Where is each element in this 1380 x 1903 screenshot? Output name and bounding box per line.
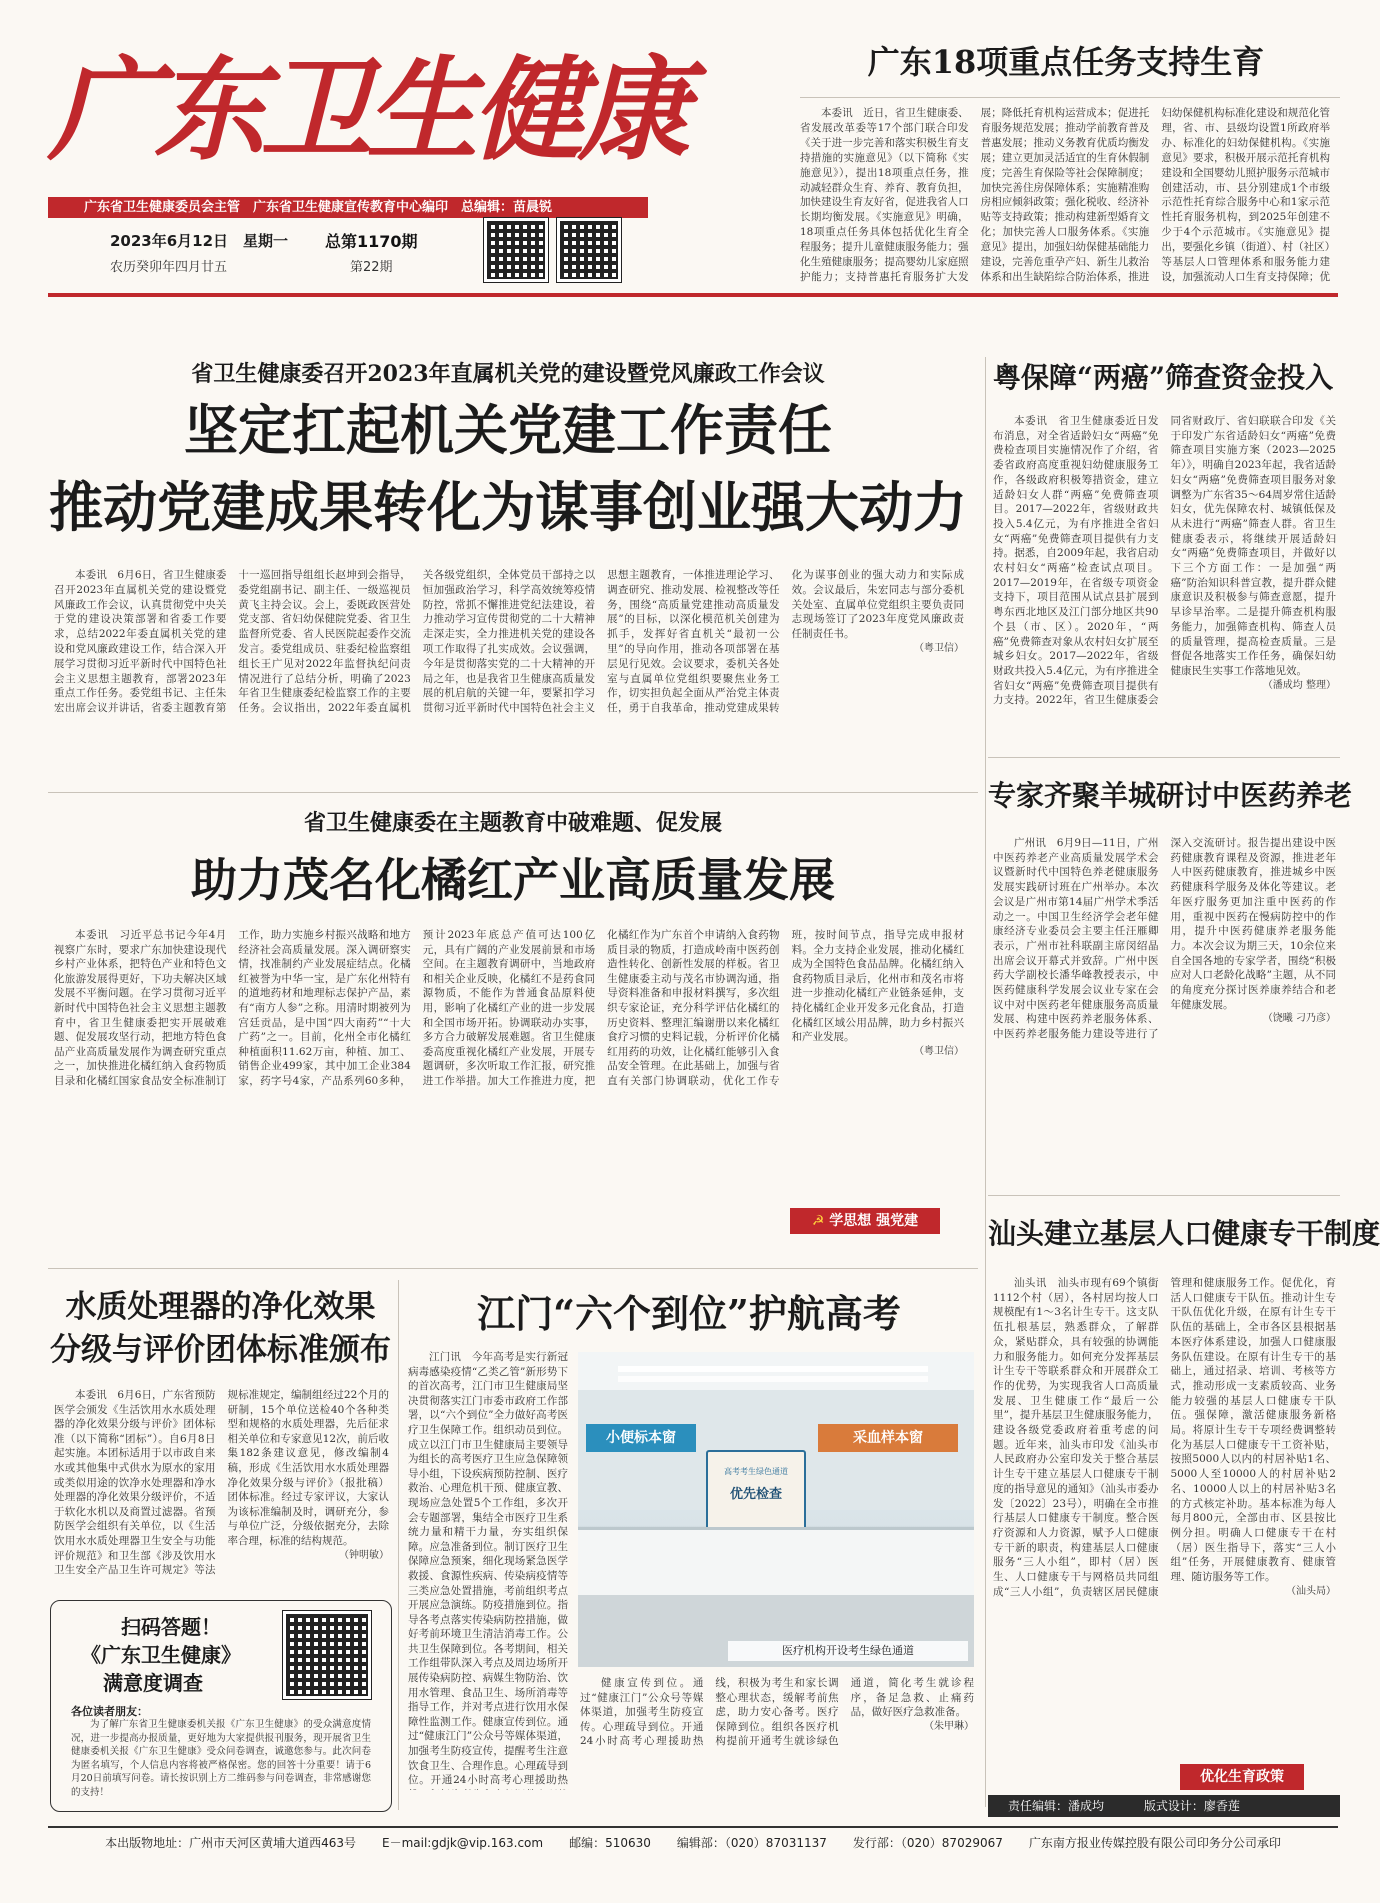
footer-address: 本出版物地址：广州市天河区黄埔大道西463号	[105, 1836, 357, 1850]
top-right-body	[800, 106, 1330, 286]
jiangmen-photo	[578, 1352, 974, 1667]
photo-standee-text-2: 优先检查	[729, 1487, 782, 1502]
right1-body	[993, 414, 1336, 744]
survey-title-2: 《广东卫生健康》	[81, 1643, 241, 1667]
divider	[48, 1268, 978, 1269]
footer-dist-phone: 发行部：（020）87029067	[852, 1836, 1003, 1850]
masthead-rule	[48, 293, 1338, 297]
lead-headline-1: 坚定扛起机关党建工作责任	[184, 398, 832, 462]
photo-sign-window-1: 小便标本窗	[586, 1424, 696, 1452]
top-right-title: 广东18项重点任务支持生育	[867, 43, 1265, 81]
jiangmen-title: 江门“六个到位”护航高考	[477, 1291, 901, 1336]
jiangmen-body-left	[408, 1350, 568, 1790]
lead-byline: （粤卫信）	[913, 642, 964, 654]
right2-title: 专家齐聚羊城研讨中医药养老	[988, 779, 1353, 812]
photo-counter	[578, 1527, 974, 1598]
column-divider	[985, 357, 986, 1807]
footer-printer: 广东南方报业传媒控股有限公司印务分公司承印	[1028, 1836, 1281, 1850]
survey-body: 为了解广东省卫生健康委机关报《广东卫生健康》的受众满意度情况，进一步提高办报质量，更好地为大家提供报刊服务，现开展省卫生健康委机关报《广东卫生健康》受众问卷调查，诚邀您参与。此次问卷为匿名填写，个人信息内容将被严格保密。您的回答十分重要！请于6月20日前填写问卷。请长按识别上方二维码参与问卷调查，非常感谢您的支持！	[71, 1719, 371, 1798]
mid-kicker: 省卫生健康委在主题教育中破难题、促发展	[303, 810, 722, 836]
section-tag-label: 学思想 强党建	[829, 1213, 919, 1229]
lead-body-text: 本委讯 6月6日，省卫生健康委召开2023年直属机关党的建设暨党风廉政工作会议，认真贯彻党中央关于党的建设决策部署和省委工作要求，总结2022年委直属机关党的建设和党风廉政建设工作，结合深入开展学习贯彻习近平新时代中国特色社会主义思想主题教育，部署2023年重点工作任务。委党组书记、主任朱宏出席会议并讲话，省委主题教育第十一巡回指导组组长赵坤到会指导，委党组副书记、副主任、一级巡视员黄飞主持会议。会上，委既政医营处党支部、省妇幼保健院党委、省卫生监督所党委、省人民医院起委作交流发言。委党组成员、驻委纪检监察组组长王广见对2022年监督执纪问责情况进行了总结分析，明确了2023年省卫生健康委纪检监察工作的主要任务。会议指出，2022年委直属机关各级党组织，全体党员干部持之以恒加强政治学习，科学高效统筹疫情防控，常抓不懈推进党纪法建设，着力推动学习宣传贯彻党的二十大精神走深走实，全力推进机关党的建设各项工作取得了扎实成效。会议强调，今年是贯彻落实党的二十大精神的开局之年，也是我省卫生健康高质量发展的机启航的关键一年，要紧扣学习贯彻习近平新时代中国特色社会主义思想主题教育，一体推进理论学习、调查研究、推动发展、检视整改等任务，围绕“高质量党建推动高质量发展”的目标，以深化模范机关创建为抓手，发挥好省直机关“最初一公里”的导向作用，推动各项部署在基层见行见效。会议要求，委机关各处室与直属单位党组织要聚焦业务工作，切实担负起全面从严治党主体责任，勇于自我革命，推动党建成果转化为谋事创业的强大动力和实际成效。会议最后，朱宏同志与部分委机关处室、直属单位党组织主要负责同志现场签订了2023年度党风廉政责任制责任书。	[54, 569, 964, 715]
water-title-1: 水质处理器的净化效果	[65, 1289, 376, 1325]
jiangmen-body-text: 江门讯 今年高考是实行新冠病毒感染疫情“乙类乙管”新形势下的首次高考，江门市卫生健康局坚决贯彻落实江门市委市政府工作部署，以“六个到位”全力做好高考医疗卫生保障工作。组织动员到位。成立以江门市卫生健康局主要领导为组长的高考医疗卫生应急保障领导小组，下设疾病预防控制、医疗救治、心理危机干预、健康宣教、现场应急处置5个工作组，多次开会专题部署，集结全市医疗卫生系统力量和精干力量，夯实组织保障。应急准备到位。制订医疗卫生保障应急预案，细化现场紧急医学救援、食源性疾病、传染病疫情等三类应急处置措施，考前组织考点开展应急演练。防疫措施到位。指导各考点落实传染病防控措施，做好考前环境卫生清洁消毒工作。公共卫生保障到位。各考期间，相关工作组带队深入考点及周边场所开展传染病防控、病媒生物防治、饮用水管理、食品卫生、场所消毒等指导工作，并对考点进行饮用水保障性监测工作。健康宣传到位。通过“健康江门”公众号等媒体渠道，加强考生防疫宣传，提醒考生注意饮食卫生、合理作息。心理疏导到位。开通24小时高考心理援助热	[408, 1351, 568, 1787]
divider	[988, 1195, 1340, 1196]
right1-byline: （潘成均 整理）	[1262, 679, 1336, 691]
sponsor-line: 广东省卫生健康委员会主管 广东省卫生健康宣传教育中心编印 总编辑：苗晨锐	[84, 200, 553, 215]
water-body-text: 本委讯 6月6日，广东省预防医学会颁发《生活饮用水水质处理器的净化效果分级与评价》团体标准（以下简称“团标”）。自6月8日起实施。本团标适用于以市政自来水或其他集中式供水为原水的家用或类似用途的饮净水处理器和净水处理器的净化效果分级评价，不适于软化水机以及商置过滤器。省预防医学会组织有关单位，以《生活饮用水水质处理器卫生安全与功能评价规范》和卫生部《涉及饮用水卫生安全产品卫生许可规定》等法规标准规定，编制组经过22个月的研制，15个单位送检40个各种类型和规格的水质处理器，先后征求相关单位和专家意见12次，前后收集182条建议意见，修改编制4稿，形成《生活饮用水水质处理器净化效果分级与评价》（报批稿）团体标准。经过专家评议，大家认为该标准编制及时，调研充分，参与单位广泛，分级依据充分，去除率合理，标准的结构规范。	[54, 1389, 389, 1577]
right2-body-text: 广州讯 6月9日—11日，广州中医药养老产业高质量发展学术会议暨新时代中国特色养老健康服务发展实践研讨班在广州举办。本次会议是广州市第14届广州学术季活动之一。中国卫生经济学会老年健康经济专业委员会主要主任汪雁卿表示，广州市社科联副主席闵绍晶出席会议开幕式并致辞。广州中医药大学副校长潘华峰教授表示，中医药健康科学发展会议业专家在会议中对中医药老年健康服务高质量发展、构建中医药养老服务体系、中医药养老服务能力建设等进行了深入交流研讨。报告提出建设中医药健康教育课程及资源，推进老年人中医药健康教育，推进城乡中医药健康科学服务及体化等建议。老年医疗服务更加注重中医药的作用，重视中医药在慢病防控中的作用，提升中医药健康养老服务能力。本次会议为期三天，10余位来自全国各地的专家学者，围绕“积极应对人口老龄化战略”主题，从不同的角度充分探讨医养康养结合和老年健康发展。	[993, 837, 1336, 1041]
qr-code-icon[interactable]	[484, 218, 548, 282]
photo-sign-window-2: 采血样本窗	[818, 1424, 958, 1452]
water-title-2: 分级与评价团体标准颁布	[50, 1332, 391, 1368]
mid-body	[54, 928, 964, 1253]
right2-byline: （饶曦 刁乃彦）	[1262, 1013, 1336, 1025]
footer-rule	[48, 1826, 1338, 1828]
divider	[988, 757, 1340, 758]
jiangmen-body-text-cont: 健康宣传到位。通过“健康江门”公众号等媒体渠道，加强考生防疫宣传。心理疏导到位。开通24小时高考心理援助热线，积极为考生和家长调整心理状态，缓解考前焦虑，助力安心备考。医疗保障到位。组织各医疗机构提前开通考生就诊绿色通道，简化考生就诊程序，备足急救、止痛药品，做好医疗急救准备。	[580, 1677, 974, 1748]
lunar-date: 农历癸卯年四月廿五	[110, 260, 228, 275]
section-tag-label: 优化生育政策	[1200, 1769, 1284, 1785]
column-divider	[398, 1280, 399, 1810]
footer	[48, 1832, 1338, 1854]
jiangmen-byline: （朱甲琳）	[923, 1720, 974, 1732]
divider	[48, 792, 978, 793]
right3-title: 汕头建立基层人口健康专干制度	[988, 1217, 1380, 1250]
water-byline: （钟明敏）	[339, 1549, 389, 1561]
issue-total: 总第1170期	[325, 232, 418, 251]
editor-bar	[988, 1795, 1340, 1817]
footer-email[interactable]: E－mail:gdjk@vip.163.com	[382, 1836, 544, 1850]
masthead-logo: 广东卫生健康	[48, 45, 684, 176]
issue-number: 第22期	[350, 260, 393, 275]
divider	[800, 97, 1340, 98]
masthead-sponsor-bar	[48, 197, 648, 218]
survey-qr-code-icon[interactable]	[283, 1611, 371, 1699]
qr-code-icon[interactable]	[557, 218, 621, 282]
top-right-body-text: 本委讯 近日，省卫生健康委、省发展改革委等17个部门联合印发《关于进一步完善和落实积极生育支持措施的实施意见》（以下简称《实施意见》），提出18项重点任务，推动减轻群众生育、养育、教育负担，加快建设生育友好省，促进我省人口长期均衡发展。《实施意见》明确，18项重点任务具体包括优化生育全程服务；提升儿童健康服务能力；强化生殖健康服务；提高婴幼儿家庭照护能力；支持普惠托育服务扩大发展；降低托育机构运营成本；促进托育服务规范发展；推动学前教育普及普惠发展；推动义务教育优质均衡发展；建立更加灵活适宜的生育休假制度；完善生育保险等社会保障制度；加快完善住房保障体系；实施精准购房相应倾斜政策；强化税收、经济补贴等支持政策；推动构建新型婚育文化；加快完善人口服务体系。《实施意见》提出，加强妇幼保健基础能力建设，完善危重孕产妇、新生儿救治体系和出生缺陷综合防治体系，推进妇幼保健机构标准化建设和规范化管理，省、市、县级均设置1所政府举办、标准化的妇幼保健机构。《实施意见》要求，积极开展示范托育机构建设和全国婴幼儿照护服务示范城市创建活动，市、县分别建成1个市级示范性托育综合服务中心和1家示范性托育服务机构，到2025年创建不少于4个示范城市。《实施意见》提出，要强化乡镇（街道）、村（社区）等基层人口管理体系和服务能力建设，加强流动人口生育支持保障；优	[800, 107, 1330, 283]
mid-body-text: 本委讯 习近平总书记今年4月视察广东时，要求广东加快建设现代乡村产业体系，把特色产业和特色文化旅游发展得更好，下功夫解决区域发展不平衡问题。在学习贯彻习近平新时代中国特色社会主义思想主题教育中，省卫生健康委把实开展破难题、促发展攻坚行动，把地方特色食品产业高质量发展作为调查研究重点之一，加快推进化橘红纳入食药物质目录和化橘红国家食品安全标准制订工作，助力实施乡村振兴战略和地方经济社会高质量发展。深入调研察实情，找准制约产业发展症结点。化橘红被誉为中华一宝，是广东化州特有的道地药材和地理标志保护产品，素有“南方人参”之称。用清时期被列为宫廷贡品，是中国“四大南药”“十大广药”之一。目前，化州全市化橘红种植面积11.62万亩，种植、加工、销售企业499家，其中加工企业384家，药字号4家，产品系列60多种，预计2023年底总产值可达100亿元，具有广阔的产业发展前景和市场空间。在主题教育调研中，当地政府和相关企业反映，化橘红不是药食同源物质，不能作为普通食品原料使用，影响了化橘红产业的进一步发展和全国市场开拓。协调联动办实事，多方合力破解发展难题。省卫生健康委高度重视化橘红产业发展，开展专题调研，多次听取工作汇报，研究推进工作举措。加大工作推进力度，把化橘红作为广东首个申请纳入食药物质目录的物质，打造成岭南中医药创造性转化、创新性发展的样板。省卫生健康委主动与茂名市协调沟通，指导资料准备和申报材料撰写，多次组织专家论证，充分科学评估化橘红的历史资料、整理汇编谢册以来化橘红食疗习惯的史料记载，分析评价化橘红用药的功效，让化橘红能够引入食品安全管理。在此基础上，加强与省直有关部门协调联动，优化工作专班，按时间节点，指导完成申报材料。全力支持企业发展，推动化橘红成为全国特色食品品牌。化橘红纳入食药物质目录后，化州市和茂名市将进一步推动化橘红产业链条延伸，支持化橘红企业开发多元化食品，打造化橘红区域公用品牌，助力乡村振兴和产业发展。	[54, 929, 964, 1087]
issue-date: 2023年6月12日 星期一	[110, 232, 289, 250]
lead-headline-2: 推动党建成果转化为谋事创业强大动力	[49, 475, 967, 539]
lead-body	[54, 568, 964, 762]
photo-standee-text-1: 高考考生绿色通道	[724, 1467, 788, 1476]
survey-title-1: 扫码答题！	[121, 1615, 221, 1639]
lead-kicker: 省卫生健康委召开2023年直属机关党的建设暨党风廉政工作会议	[191, 361, 825, 387]
right3-byline: （汕头局）	[1286, 1585, 1336, 1597]
section-tag-fertility	[1180, 1764, 1304, 1790]
section-tag-party	[790, 1208, 940, 1234]
water-body	[54, 1388, 389, 1588]
right1-title: 粤保障“两癌”筛查资金投入	[992, 361, 1334, 394]
footer-zip: 邮编：510630	[569, 1836, 651, 1850]
right2-body	[993, 836, 1336, 1176]
right3-body	[993, 1276, 1336, 1756]
jiangmen-body-right	[580, 1676, 974, 1798]
editor-name: 责任编辑：潘成均	[1008, 1799, 1105, 1813]
photo-caption: 医疗机构开设考生绿色通道	[728, 1641, 968, 1661]
party-emblem-icon: ☭	[811, 1213, 830, 1229]
right3-body-text: 汕头讯 汕头市现有69个镇街1112个村（居），各村居均按人口规模配有1～3名计生专干。这支队伍扎根基层，熟悉群众，了解群众，紧贴群众，具有较强的协调能力和服务能力。如何充分发挥基层计生专干等联系群众和开展群众工作的优势，为实现我省人口高质量发展、卫生健康工作“最后一公里”，提升基层卫生健康服务能力，建设各级党委政府着重考虑的问题。近年来，汕头市印发《汕头市人民政府办公室印发关于整合基层计生专干建立基层人口健康专干制度的指导意见的通知》（汕头市委办发〔2022〕23号），明确在全市推行基层人口健康专干制度。整合医疗资源和人力资源，赋予人口健康专干新的职责，构建基层人口健康服务“三人小组”，即村（居）医生、人口健康专干与网格员共同组成“三人小组”，负责辖区居民健康管理和健康服务工作。促优化，育活人口健康专干队伍。推动计生专干队伍优化升级，在原有计生专干队伍的基础上，全市各区县根据基本医疗体系建设，加强人口健康服务队伍建设。在原有计生专干的基础上，通过招录、培训、考核等方式，推动形成一支素质较高、业务能力较强的基层人口健康专干队伍。强保障，激活健康服务新格局。将原计生专干专项经费调整转化为基层人口健康专干工资补贴，按照5000人以内的村居补贴1名、5000人至10000人的村居补贴2名、10000人以上的村居补贴3名的方式核定补助。基本标准为每人每月800元，全部由市、区县按比例分担。明确人口健康专干在村（居）医生指导下，落实“三人小组”任务，开展健康教育、健康管理、随访服务等工作。	[993, 1277, 1336, 1598]
designer-name: 版式设计：廖香莲	[1143, 1799, 1240, 1813]
survey-title-3: 满意度调查	[103, 1671, 203, 1695]
survey-greeting: 各位读者朋友：	[71, 1705, 148, 1718]
photo-ceiling-lights	[618, 1366, 928, 1372]
survey-box	[50, 1600, 392, 1812]
mid-headline: 助力茂名化橘红产业高质量发展	[191, 853, 835, 907]
footer-edit-phone: 编辑部：（020）87031137	[676, 1836, 827, 1850]
mid-byline: （粤卫信）	[913, 1045, 964, 1057]
right1-body-text: 本委讯 省卫生健康委近日发布消息，对全省适龄妇女“两癌”免费检查项目实施情况作了介绍，省委省政府高度重视妇幼健康服务工作，各级政府积极筹措资金，建立适龄妇女人群“两癌”免费筛查项目。2017—2022年，省级财政共投入5.4亿元，为有序推进全省妇女“两癌”免费筛查项目提供有力支持。据悉，自2009年起，我省启动农村妇女“两癌”检查试点项目。2017—2019年，在省级专项资金支持下，项目范围从试点县扩展到粤东西北地区及江门部分地区共90个县（市、区）。2020年，“两癌”免费筛查对象从农村妇女扩展至城乡妇女。2017—2022年，省级财政共投入5.4亿元，为有序推进全省妇女“两癌”免费筛查项目提供有力支持。2022年，省卫生健康委会同省财政厅、省妇联联合印发《关于印发广东省适龄妇女“两癌”免费筛查项目实施方案（2023—2025年）》，明确自2023年起，我省适龄妇女“两癌”免费筛查项目服务对象调整为广东省35～64周岁常住适龄妇女，优先保障农村、城镇低保及从未进行“两癌”筛查人群。省卫生健康委表示，将继续开展适龄妇女“两癌”免费筛查项目，并做好以下三个方面工作：一是加强“两癌”防治知识科普宣教，提升群众健康意识及积极参与筛查意愿，提升早诊早治率。二是提升筛查机构服务能力，加强筛查机构、筛查人员的质量管理，提高检查质量。三是督促各地落实工作任务，确保妇幼健康民生实事工作落地见效。	[993, 415, 1336, 707]
